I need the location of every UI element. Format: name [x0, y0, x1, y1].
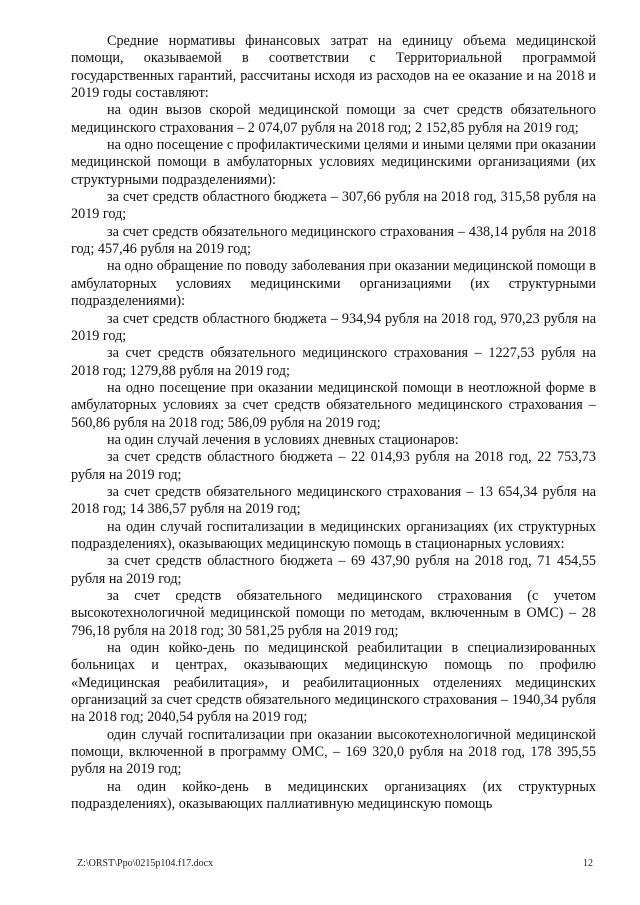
paragraph: на одно посещение при оказании медицинской помощи в неотложной форме в амбулаторных условиях за счет средств обязательного медицинского страхования – 560,86 рубля на 2018 год; 586,09 рубля на 2019 год; [71, 379, 596, 431]
paragraph: за счет средств обязательного медицинского страхования – 1227,53 рубля на 2018 год; 1279,88 рубля на 2019 год; [71, 345, 596, 379]
paragraph: за счет средств областного бюджета – 934,94 рубля на 2018 год, 970,23 рубля на 2019 год; [71, 310, 596, 344]
paragraph: на один вызов скорой медицинской помощи за счет средств обязательного медицинского страхования – 2 074,07 рубля на 2018 год; 2 152,85 рубля на 2019 год; [71, 102, 596, 136]
paragraph: один случай госпитализации при оказании высокотехнологичной медицинской помощи, включенной в программу ОМС, – 169 320,0 рубля на 2018 год, 178 395,55 рубля на 2019 год; [71, 726, 596, 778]
paragraph: на один случай госпитализации в медицинских организациях (их структурных подразделениях), оказывающих медицинскую помощь в стационарных условиях: [71, 518, 596, 552]
paragraph: за счет средств областного бюджета – 22 014,93 рубля на 2018 год, 22 753,73 рубля на 2019 год; [71, 449, 596, 483]
paragraph: на один случай лечения в условиях дневных стационаров: [107, 431, 459, 448]
paragraph: на одно обращение по поводу заболевания при оказании медицинской помощи в амбулаторных условиях медицинскими организациями (их структурными подразделениями): [71, 258, 596, 310]
paragraph: за счет средств обязательного медицинского страхования – 438,14 рубля на 2018 год; 457,46 рубля на 2019 год; [71, 223, 596, 258]
paragraph: за счет средств областного бюджета – 69 437,90 рубля на 2018 год, 71 454,55 рубля на 2019 год; [71, 553, 596, 587]
paragraph: на один койко-день в медицинских организациях (их структурных подразделениях), оказывающих паллиативную медицинскую помощь [71, 778, 596, 813]
page-number: 12 [583, 858, 593, 869]
paragraph: на одно посещение с профилактическими целями и иными целями при оказании медицинской помощи в амбулаторных условиях медицинскими организациями (их структурными подразделениями): [71, 137, 596, 188]
paragraph: за счет средств областного бюджета – 307,66 рубля на 2018 год, 315,58 рубля на 2019 год; [71, 189, 596, 223]
paragraph: за счет средств обязательного медицинского страхования – 13 654,34 рубля на 2018 год; 14 386,57 рубля на 2019 год; [71, 483, 596, 518]
document-body [71, 33, 596, 813]
paragraph: Средние нормативы финансовых затрат на единицу объема медицинской помощи, оказываемой в соответствии с Территориальной программой государственных гарантий, рассчитаны исходя из расходов на ее оказание и на 2018 и 2019 годы составляют: [71, 33, 596, 102]
paragraph: на один койко-день по медицинской реабилитации в специализированных больницах и центрах, оказывающих медицинскую помощь по профилю «Медицинская реабилитация», и реабилитационных отделениях медицинских организаций за счет средств обязательного медицинского страхования – 1940,34 рубля на 2018 год; 2040,54 рубля на 2019 год; [71, 640, 596, 726]
footer-file-path: Z:\ORST\Ppo\0215p104.f17.docx [77, 858, 214, 869]
paragraph: за счет средств обязательного медицинского страхования (с учетом высокотехнологичной медицинской помощи по методам, включенным в ОМС) – 28 796,18 рубля на 2018 год; 30 581,25 рубля на 2019 год; [71, 588, 596, 639]
